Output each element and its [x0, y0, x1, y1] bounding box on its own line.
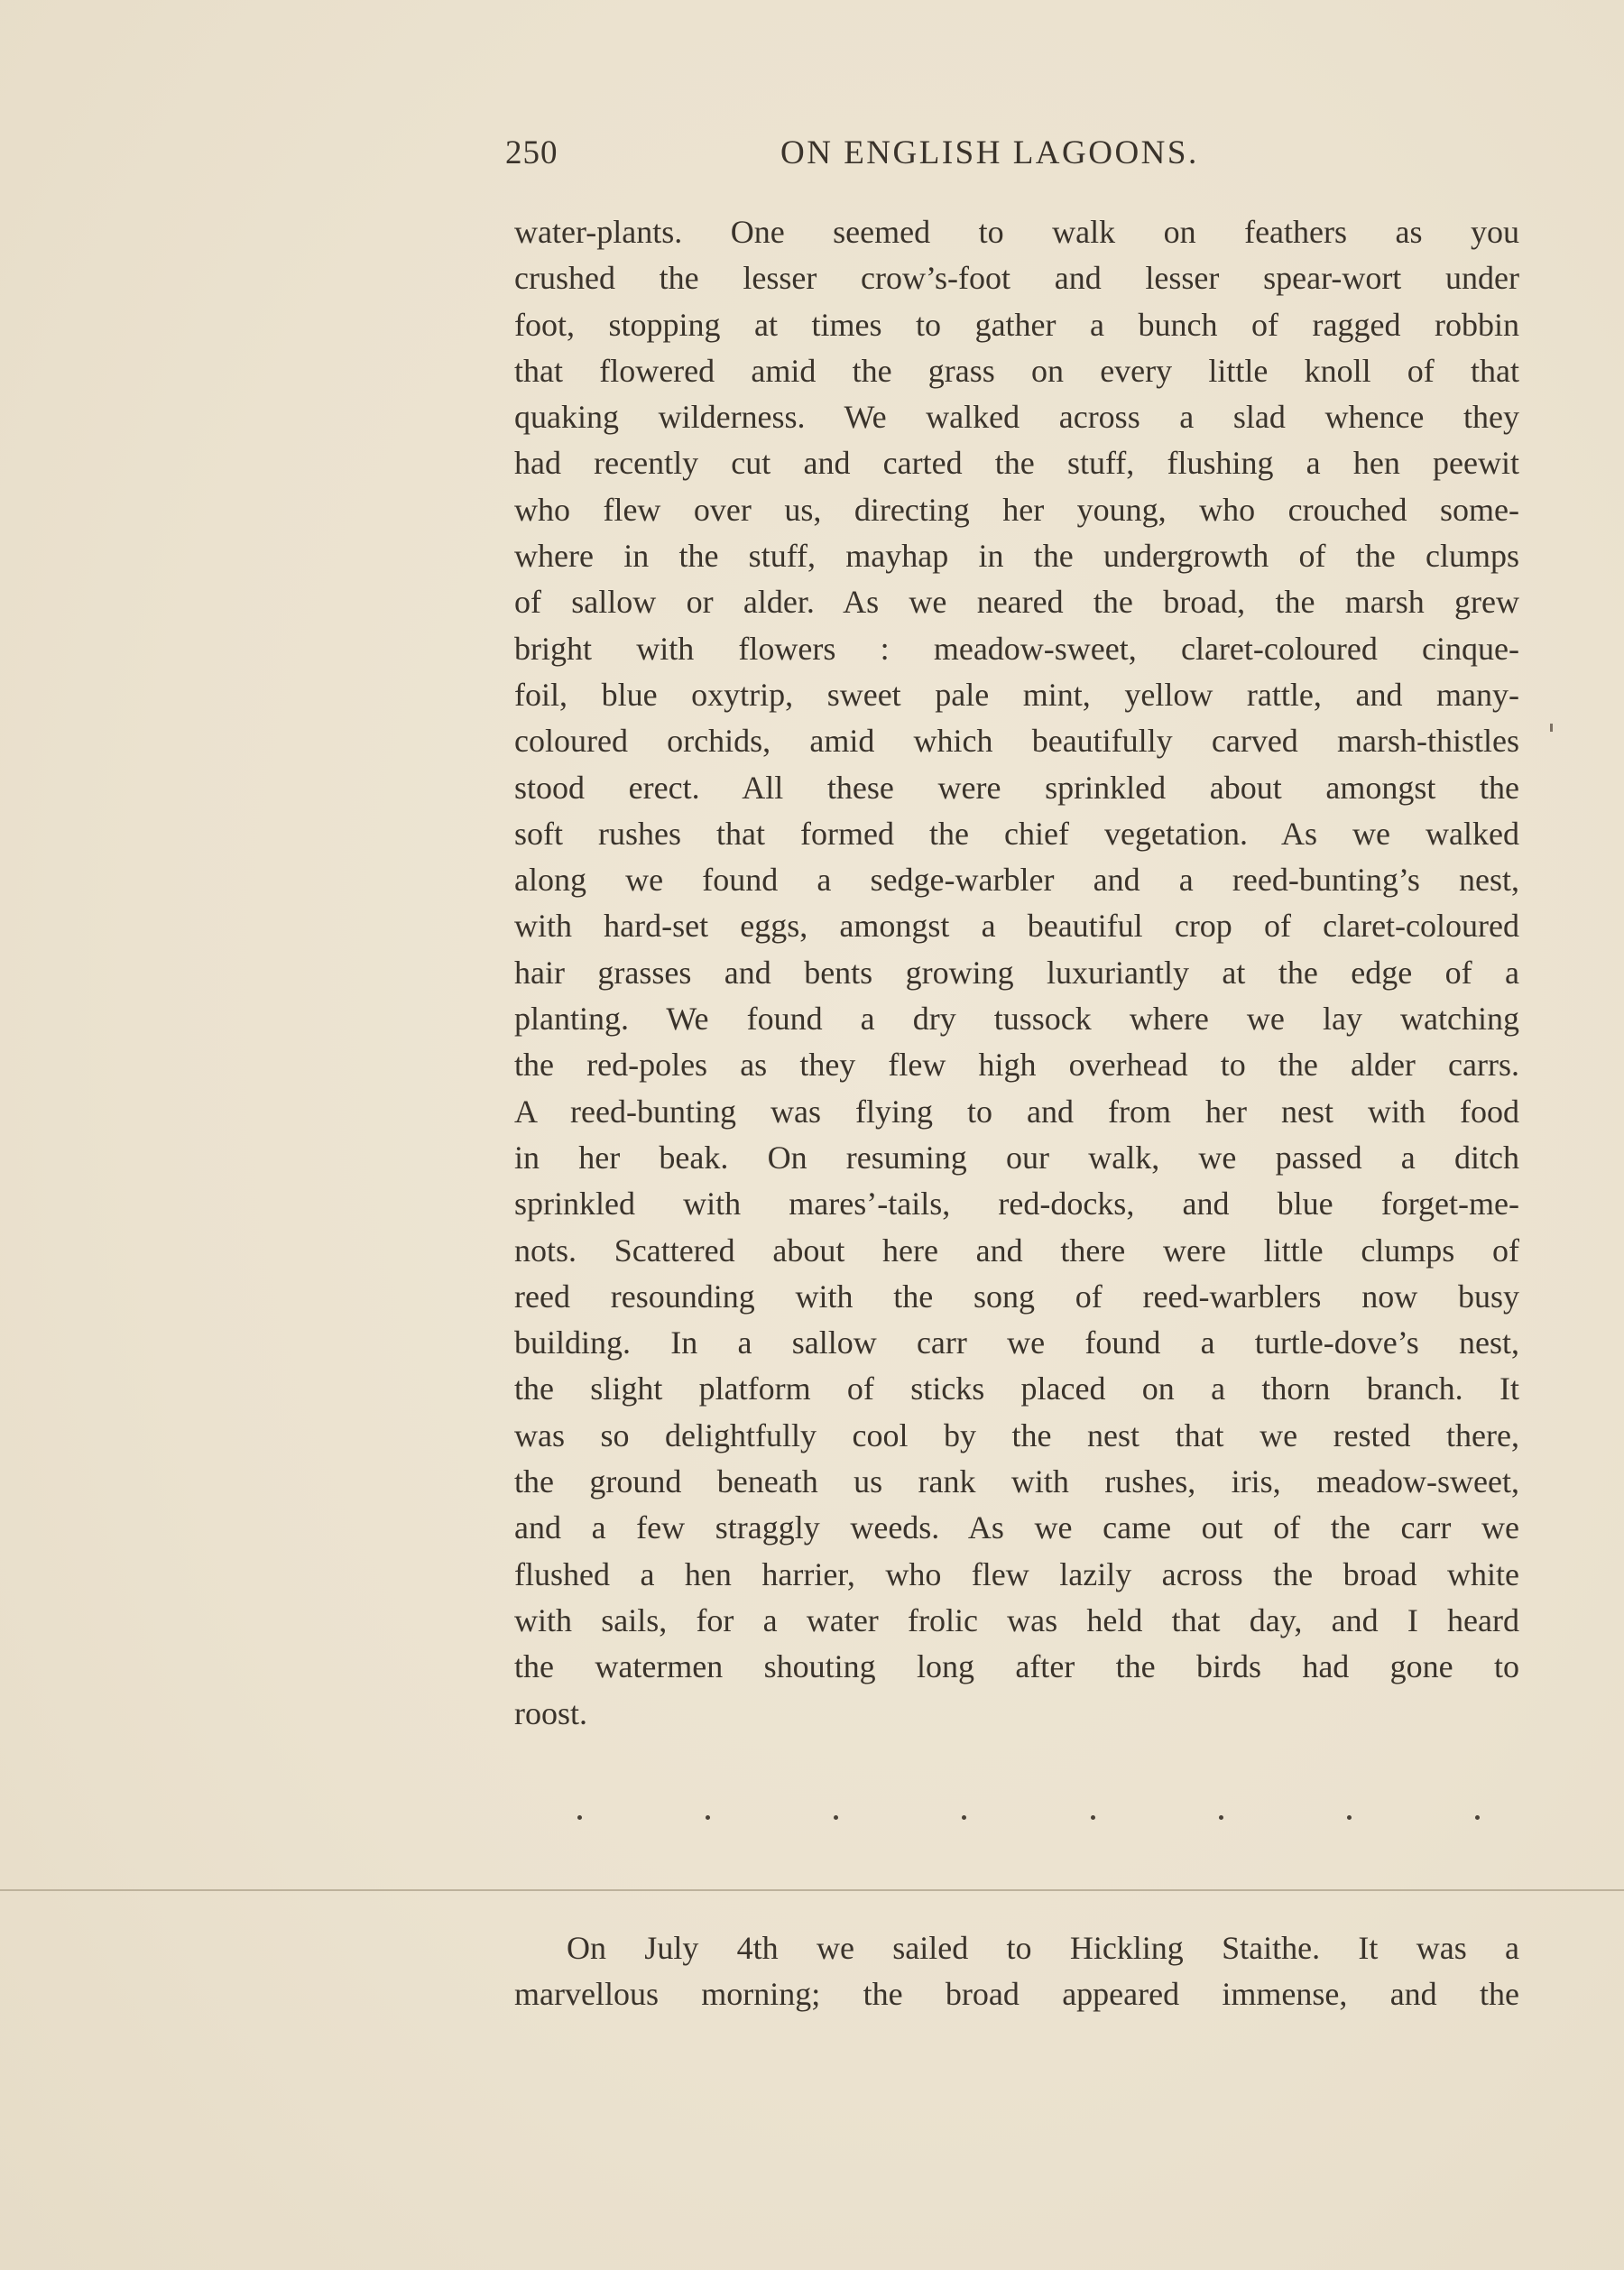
ellipsis-dot: [577, 1815, 582, 1820]
ellipsis-dot: [1219, 1815, 1223, 1820]
text-line: reed resounding with the song of reed-warblers now busy: [514, 1278, 1519, 1315]
horizontal-rule: [0, 1889, 1624, 1891]
text-line: that flowered amid the grass on every little knoll of that: [514, 352, 1519, 389]
paper-speck: [1550, 724, 1553, 732]
text-line: planting. We found a dry tussock where we lay watching: [514, 1001, 1519, 1038]
ellipsis-dot: [1347, 1815, 1352, 1820]
text-line: bright with flowers : meadow-sweet, claret-coloured cinque-: [514, 630, 1519, 667]
text-line: soft rushes that formed the chief vegetation. As we walked: [514, 815, 1519, 852]
text-line: coloured orchids, amid which beautifully carved marsh-thistles: [514, 723, 1519, 760]
ellipsis-dot: [1475, 1815, 1480, 1820]
text-line: with sails, for a water frolic was held that day, and I heard: [514, 1601, 1519, 1638]
text-line: in her beak. On resuming our walk, we passed a ditch: [514, 1139, 1519, 1176]
text-line: where in the stuff, mayhap in the undergrowth of the clumps: [514, 538, 1519, 575]
ellipsis-dot: [834, 1815, 838, 1820]
text-line: was so delightfully cool by the nest that we rested there,: [514, 1416, 1519, 1453]
text-line: water-plants. One seemed to walk on feathers as you: [514, 214, 1519, 250]
text-line: On July 4th we sailed to Hickling Staithe. It was a: [567, 1930, 1519, 1966]
text-line: stood erect. All these were sprinkled about amongst the: [514, 769, 1519, 806]
text-line: quaking wilderness. We walked across a slad whence they: [514, 399, 1519, 436]
text-line: with hard-set eggs, amongst a beautiful crop of claret-coloured: [514, 908, 1519, 945]
page-number: 250: [505, 134, 558, 171]
text-line: nots. Scattered about here and there were little clumps of: [514, 1232, 1519, 1269]
text-line: had recently cut and carted the stuff, flushing a hen peewit: [514, 445, 1519, 482]
text-line: the ground beneath us rank with rushes, iris, meadow-sweet,: [514, 1463, 1519, 1500]
page-header: [505, 134, 1525, 188]
text-line: marvellous morning; the broad appeared immense, and the: [514, 1976, 1519, 2013]
section-break-dots: [577, 1815, 1480, 1833]
body-paragraph: [514, 1925, 1519, 2018]
text-line: foil, blue oxytrip, sweet pale mint, yellow rattle, and many-: [514, 676, 1519, 713]
text-line: the watermen shouting long after the birds had gone to: [514, 1648, 1519, 1685]
text-line: flushed a hen harrier, who flew lazily across the broad white: [514, 1555, 1519, 1592]
body-paragraph: [514, 209, 1519, 1737]
running-head: ON ENGLISH LAGOONS.: [780, 134, 1199, 171]
text-line: the slight platform of sticks placed on a thorn branch. It: [514, 1370, 1519, 1407]
ellipsis-dot: [706, 1815, 710, 1820]
text-line: crushed the lesser crow’s-foot and lesser spear-wort under: [514, 260, 1519, 297]
ellipsis-dot: [1091, 1815, 1095, 1820]
text-line: along we found a sedge-warbler and a reed-bunting’s nest,: [514, 862, 1519, 899]
text-line: sprinkled with mares’-tails, red-docks, and blue forget-me-: [514, 1186, 1519, 1223]
text-line: of sallow or alder. As we neared the broad, the marsh grew: [514, 584, 1519, 621]
text-line: hair grasses and bents growing luxuriantly at the edge of a: [514, 954, 1519, 991]
text-line: the red-poles as they flew high overhead to the alder carrs.: [514, 1047, 1519, 1084]
ellipsis-dot: [962, 1815, 966, 1820]
text-line: who flew over us, directing her young, who crouched some-: [514, 491, 1519, 528]
text-line: foot, stopping at times to gather a bunch of ragged robbin: [514, 306, 1519, 343]
text-line: roost.: [514, 1694, 587, 1731]
text-line: building. In a sallow carr we found a turtle-dove’s nest,: [514, 1324, 1519, 1361]
text-line: and a few straggly weeds. As we came out of the carr we: [514, 1509, 1519, 1546]
text-line: A reed-bunting was flying to and from her nest with food: [514, 1093, 1519, 1130]
